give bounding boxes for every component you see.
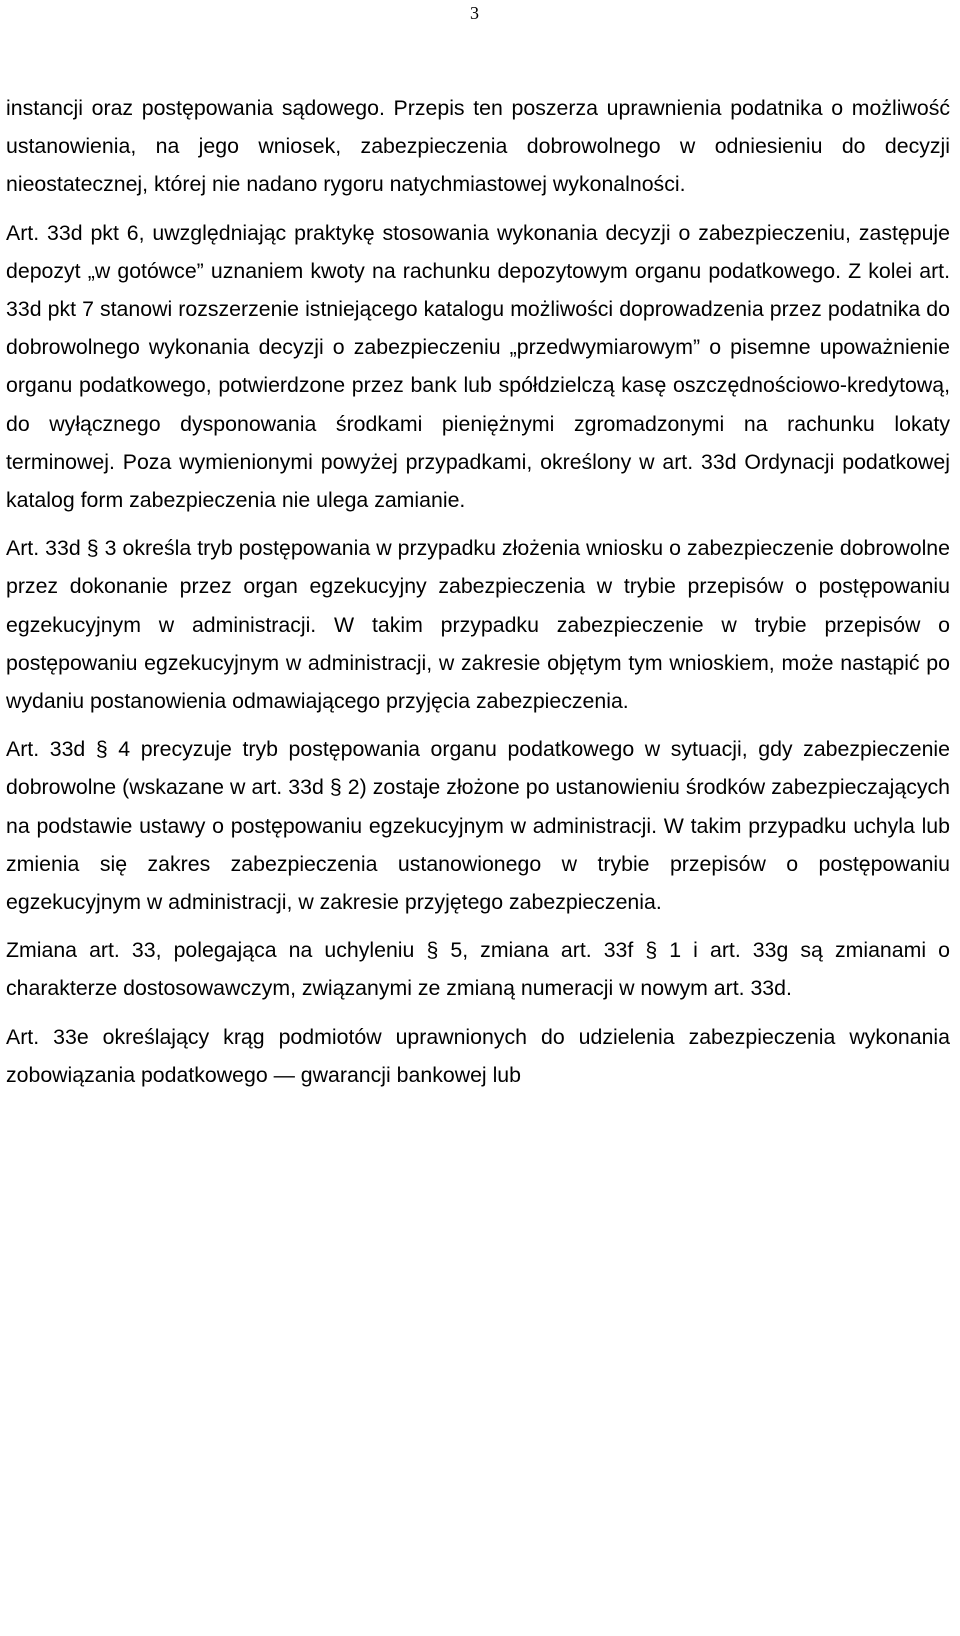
paragraph-6: Art. 33e określający krąg podmiotów uprawnionych do udzielenia zabezpieczenia wykonania zobowiązania podatkowego — gwarancji bankowej lub [6,1024,950,1087]
paragraph-2: Art. 33d pkt 6, uwzględniając praktykę stosowania wykonania decyzji o zabezpieczeniu, zastępuje depozyt „w gotówce” uznaniem kwoty na rachunku depozytowym organu podatkowego. Z kolei art. 33d pkt 7 stanowi rozszerzenie istniejącego katalogu możliwości doprowadzenia przez podatnika do dobrowolnego wykonania decyzji o zabezpieczeniu „przedwymiarowym” o pisemne upoważnienie organu podatkowego, potwierdzone przez bank lub spółdzielczą kasę oszczędnościowo-kredytową, do wyłącznego dysponowania środkami pieniężnymi zgromadzonymi na rachunku lokaty terminowej. Poza wymienionymi powyżej przypadkami, określony w art. 33d Ordynacji podatkowej katalog form zabezpieczenia nie ulega zamianie. [6,220,950,513]
page-number: 3 [470,3,479,23]
paragraph-3: Art. 33d § 3 określa tryb postępowania w przypadku złożenia wniosku o zabezpieczenie dobrowolne przez dokonanie przez organ egzekucyjny zabezpieczenia w trybie przepisów o postępowaniu egzekucyjnym w administracji. W takim przypadku zabezpieczenie w trybie przepisów o postępowaniu egzekucyjnym w administracji, w zakresie objętym tym wnioskiem, może nastąpić po wydaniu postanowienia odmawiającego przyjęcia zabezpieczenia. [6,536,950,714]
paragraph-5: Zmiana art. 33, polegająca na uchyleniu § 5, zmiana art. 33f § 1 i art. 33g są zmianami o charakterze dostosowawczym, związanymi ze zmianą numeracji w nowym art. 33d. [6,938,950,1001]
paragraph-1: instancji oraz postępowania sądowego. Przepis ten poszerza uprawnienia podatnika o możliwość ustanowienia, na jego wniosek, zabezpieczenia dobrowolnego w odniesieniu do decyzji nieostatecznej, której nie nadano rygoru natychmiastowej wykonalności. [6,96,950,197]
document-body [6,89,950,1094]
paragraph-4: Art. 33d § 4 precyzuje tryb postępowania organu podatkowego w sytuacji, gdy zabezpieczenie dobrowolne (wskazane w art. 33d § 2) zostaje złożone po ustanowieniu środków zabezpieczających na podstawie ustawy o postępowaniu egzekucyjnym w administracji. W takim przypadku uchyla lub zmienia się zakres zabezpieczenia ustanowionego w trybie przepisów o postępowaniu egzekucyjnym w administracji, w zakresie przyjętego zabezpieczenia. [6,737,950,915]
